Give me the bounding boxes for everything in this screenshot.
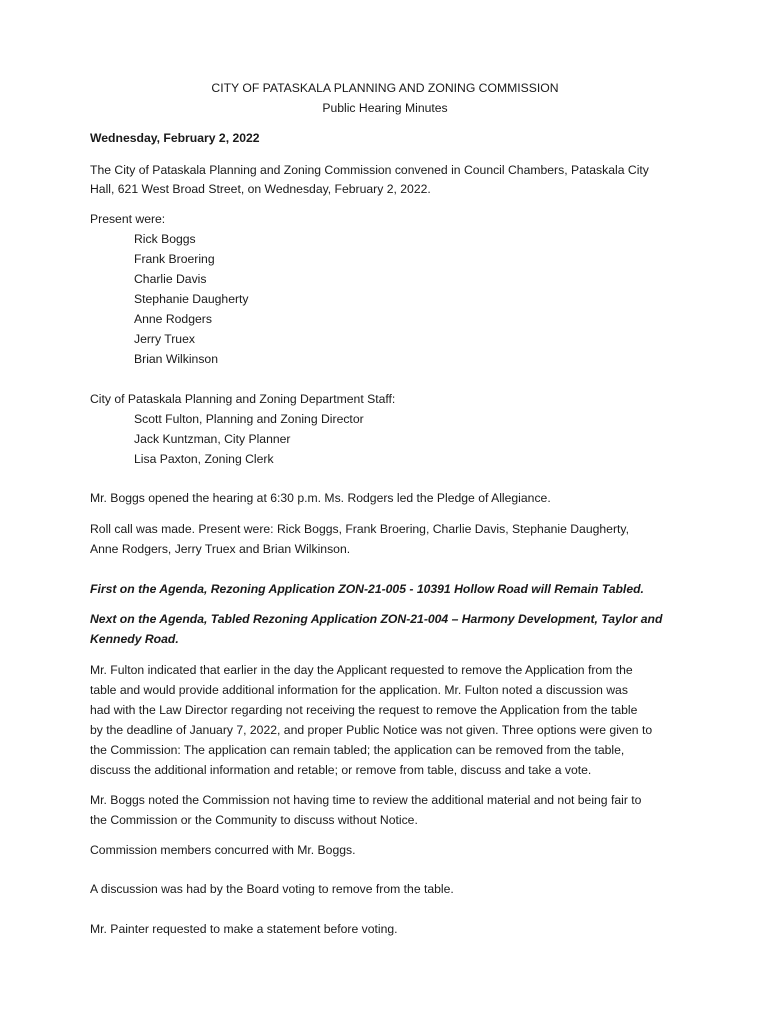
intro-line: The City of Pataskala Planning and Zoning Commission convened in Council Chambers, Pataskala City [90, 163, 649, 177]
agenda-first-heading: First on the Agenda, Rezoning Application ZON-21-005 - 10391 Hollow Road will Remain Tabled. [90, 582, 644, 596]
fulton-paragraph-line: discuss the additional information and retable; or remove from table, discuss and take a vote. [90, 763, 592, 777]
fulton-paragraph-line: had with the Law Director regarding not receiving the request to remove the Application from the table [90, 703, 638, 717]
fulton-paragraph-line: the Commission: The application can remain tabled; the application can be removed from the table, [90, 743, 625, 757]
opening-statement: Mr. Boggs opened the hearing at 6:30 p.m. Ms. Rodgers led the Pledge of Allegiance. [90, 491, 551, 505]
painter-statement: Mr. Painter requested to make a statement before voting. [90, 922, 398, 936]
boggs-paragraph-line: the Commission or the Community to discuss without Notice. [90, 813, 418, 827]
member-name: Charlie Davis [134, 272, 207, 286]
roll-call-line: Anne Rodgers, Jerry Truex and Brian Wilkinson. [90, 542, 351, 556]
roll-call-line: Roll call was made. Present were: Rick Boggs, Frank Broering, Charlie Davis, Stephanie Daugherty, [90, 522, 629, 536]
agenda-next-heading: Kennedy Road. [90, 632, 179, 646]
member-name: Jerry Truex [134, 332, 195, 346]
intro-line: Hall, 621 West Broad Street, on Wednesday, February 2, 2022. [90, 182, 431, 196]
fulton-paragraph-line: table and would provide additional information for the application. Mr. Fulton noted a discussion was [90, 683, 628, 697]
document-title: CITY OF PATASKALA PLANNING AND ZONING COMMISSION [211, 81, 559, 95]
staff-label: City of Pataskala Planning and Zoning Department Staff: [90, 392, 396, 406]
member-name: Brian Wilkinson [134, 352, 218, 366]
present-label: Present were: [90, 212, 166, 226]
staff-name: Lisa Paxton, Zoning Clerk [134, 452, 274, 466]
date-heading: Wednesday, February 2, 2022 [90, 131, 260, 145]
boggs-paragraph-line: Mr. Boggs noted the Commission not having time to review the additional material and not being fair to [90, 793, 642, 807]
fulton-paragraph-line: Mr. Fulton indicated that earlier in the day the Applicant requested to remove the Application from the [90, 663, 633, 677]
staff-name: Scott Fulton, Planning and Zoning Director [134, 412, 364, 426]
document-subtitle: Public Hearing Minutes [322, 101, 448, 115]
member-name: Stephanie Daugherty [134, 292, 249, 306]
member-name: Anne Rodgers [134, 312, 212, 326]
concurred-statement: Commission members concurred with Mr. Boggs. [90, 843, 356, 857]
fulton-paragraph-line: by the deadline of January 7, 2022, and proper Public Notice was not given. Three options were given to [90, 723, 653, 737]
agenda-next-heading: Next on the Agenda, Tabled Rezoning Application ZON-21-004 – Harmony Development, Taylor and [90, 612, 663, 626]
member-name: Frank Broering [134, 252, 215, 266]
discussion-statement: A discussion was had by the Board voting to remove from the table. [90, 882, 454, 896]
member-name: Rick Boggs [134, 232, 196, 246]
staff-name: Jack Kuntzman, City Planner [134, 432, 291, 446]
